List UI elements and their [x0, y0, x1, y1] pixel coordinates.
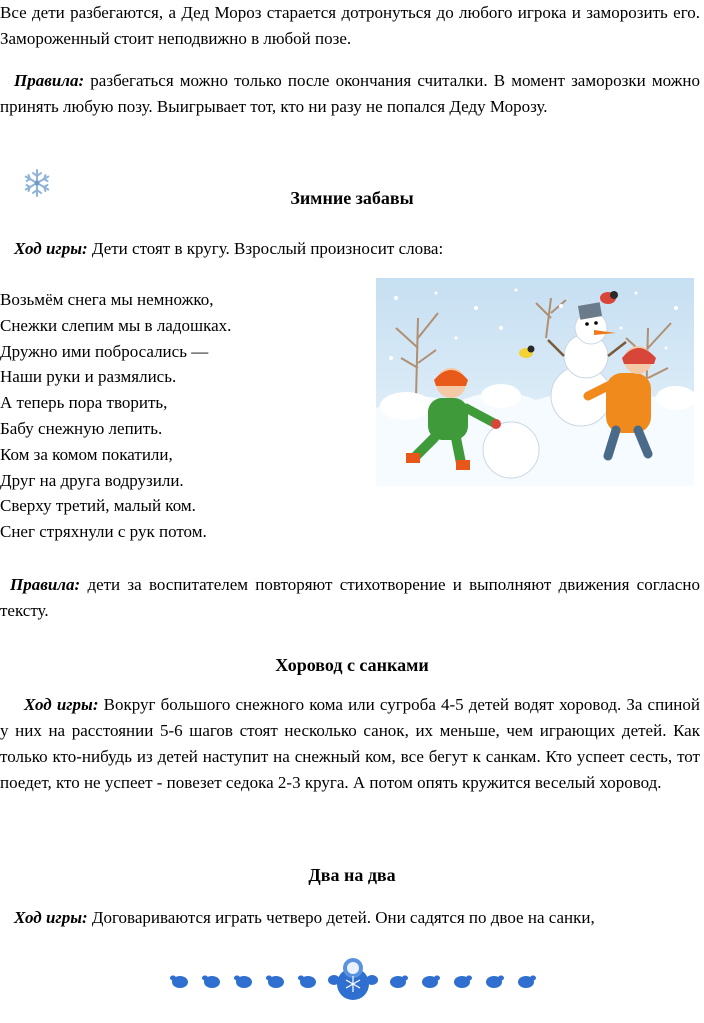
mitten-icon — [518, 976, 536, 989]
section-title-winter-fun: Зимние забавы — [290, 188, 414, 208]
snow-figure-icon — [328, 958, 378, 1000]
mitten-icon — [298, 976, 316, 989]
mitten-icon — [202, 976, 220, 989]
rules-label: Правила: — [14, 71, 85, 90]
poem-line: Сверху третий, малый ком. — [0, 496, 196, 516]
mitten-icon — [170, 976, 188, 989]
poem-line: Наши руки и размялись. — [0, 367, 177, 387]
rules-text: дети за воспитателем повторяют стихотворение и выполняют движения согласно тексту. — [0, 575, 700, 620]
rules-paragraph-1 — [0, 572, 700, 624]
mitten-icon — [422, 976, 440, 989]
intro-paragraph — [0, 0, 700, 52]
footer-decoration — [168, 956, 538, 1002]
poem — [0, 287, 231, 545]
game-description-1 — [0, 236, 700, 262]
poem-line: Друг на друга водрузили. — [0, 470, 184, 490]
game-label: Ход игры: — [14, 908, 88, 927]
game-description-3 — [0, 905, 700, 931]
mitten-icon — [266, 976, 284, 989]
section-title-round-dance: Хоровод с санками — [275, 655, 429, 675]
poem-line: А теперь пора творить, — [0, 393, 168, 413]
mitten-icon — [390, 976, 408, 989]
winter-illustration — [376, 278, 694, 486]
rules-text: разбегаться можно только после окончания считалки. В момент заморозки можно принять любую позу. Выигрывает тот, кто ни разу не попался Деду Морозу. — [0, 71, 700, 116]
game-text: Договариваются играть четверо детей. Они садятся по двое на санки, — [87, 908, 595, 927]
poem-line: Возьмём снега мы немножко, — [0, 290, 214, 309]
mitten-icon — [234, 976, 252, 989]
poem-line: Снежки слепим мы в ладошках. — [0, 315, 232, 335]
intro-text: Все дети разбегаются, а Дед Мороз старается дотронуться до любого игрока и заморозить его. Замороженный стоит неподвижно в любой позе. — [0, 3, 700, 48]
game-label: Ход игры: — [14, 239, 88, 258]
section-title-two-on-two: Два на два — [308, 865, 396, 885]
poem-line: Бабу снежную лепить. — [0, 418, 163, 438]
poem-line: Дружно ими побросались — — [0, 341, 209, 361]
game-text: Дети стоят в кругу. Взрослый произносит слова: — [87, 239, 444, 258]
poem-line: Снег стряхнули с рук потом. — [0, 522, 207, 542]
rules-paragraph — [0, 68, 700, 120]
mitten-icon — [486, 976, 504, 989]
rules-label: Правила: — [10, 575, 81, 594]
poem-line: Ком за комом покатили, — [0, 444, 173, 464]
game-text: Вокруг большого снежного кома или сугроба 4-5 детей водят хоровод. За спиной у них на расстоянии 5-6 шагов стоят несколько санок, их меньше, чем играющих детей. Как только кто-нибудь из детей наступит на снежный ком, все бегут к санкам. Кто успеет сесть, тот поедет, кто не успеет - повезет седока 2-3 круга. А потом опять кружится веселый хоровод. — [0, 695, 700, 792]
mitten-icon — [454, 976, 472, 989]
game-description-2 — [0, 692, 700, 796]
game-label: Ход игры: — [24, 695, 99, 714]
